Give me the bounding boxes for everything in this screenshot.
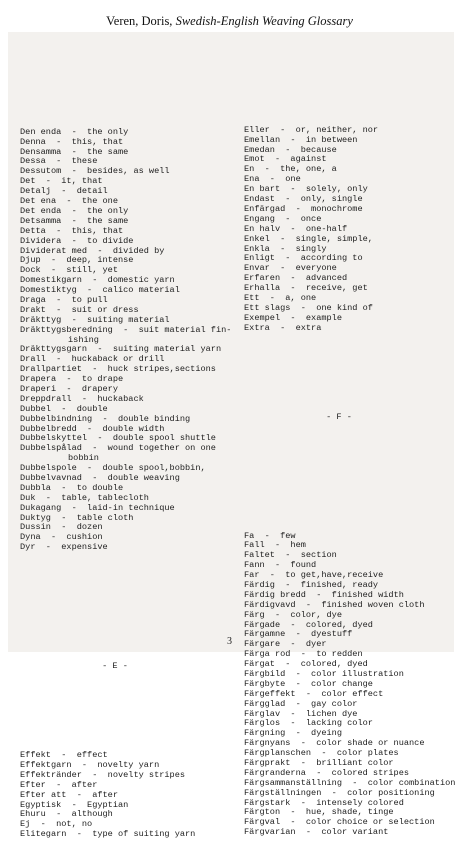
glossary-entry: Emellan - in between xyxy=(244,134,358,145)
glossary-entry: Djup - deep, intense xyxy=(20,255,134,266)
f-entries xyxy=(244,532,455,839)
glossary-entry: Dräkttyg - suiting material xyxy=(20,314,170,325)
glossary-entry: Drall - huckaback or drill xyxy=(20,354,165,365)
glossary-entry: Enfärgad - monochrome xyxy=(244,203,363,214)
glossary-entry: Färgeffekt - color effect xyxy=(244,688,384,699)
glossary-entry: Dividera - to divide xyxy=(20,235,134,246)
glossary-entry: Erfaren - advanced xyxy=(244,273,348,284)
glossary-entry: Dussin - dozen xyxy=(20,522,103,533)
glossary-entry: Enkel - single, simple, xyxy=(244,233,373,244)
glossary-entry: Färgprakt - brilliant color xyxy=(244,758,394,769)
scanned-page xyxy=(8,32,456,840)
glossary-entry: Färgvarian - color variant xyxy=(244,827,389,838)
glossary-entry: Färgstark - intensely colored xyxy=(244,797,404,808)
glossary-entry: Färgglad - gay color xyxy=(244,698,358,709)
glossary-entry: Domestiktyg - calico material xyxy=(20,285,180,296)
glossary-entry: Färga rod - to redden xyxy=(244,649,363,660)
glossary-entry: Dubbla - to double xyxy=(20,482,124,493)
glossary-entry: Färglav - lichen dye xyxy=(244,708,358,719)
glossary-entry: Eller - or, neither, nor xyxy=(244,124,379,135)
glossary-entry: Domestikgarn - domestic yarn xyxy=(20,275,175,286)
glossary-entry: Färgplanschen - color plates xyxy=(244,748,399,759)
glossary-entry: ishing xyxy=(68,334,99,345)
glossary-entry: Färgamne - dyestuff xyxy=(244,629,353,640)
right-column xyxy=(244,106,455,858)
glossary-entry: Efter att - after xyxy=(20,789,118,800)
glossary-entry: Ena - one xyxy=(244,174,301,185)
glossary-entry: Densamma - the same xyxy=(20,146,129,157)
glossary-entry: Emot - against xyxy=(244,154,327,165)
glossary-entry: Emedan - because xyxy=(244,144,337,155)
glossary-entry: Dyna - cushion xyxy=(20,532,103,543)
glossary-entry: Draga - to pull xyxy=(20,294,108,305)
glossary-entry: Dyr - expensive xyxy=(20,542,108,553)
left-column xyxy=(20,108,231,860)
glossary-entry: Erhalla - receive, get xyxy=(244,283,368,294)
glossary-entry: Färgställningen - color positioning xyxy=(244,787,435,798)
glossary-entry: Draperi - drapery xyxy=(20,383,118,394)
glossary-entry: Egyptisk - Egyptian xyxy=(20,799,129,810)
glossary-entry: Det - it, that xyxy=(20,176,103,187)
glossary-entry: En halv - one-half xyxy=(244,223,348,234)
glossary-entry: Dubbelvavnad - double weaving xyxy=(20,472,180,483)
section-heading-f: - F - xyxy=(326,411,352,422)
glossary-entry: Färgbild - color illustration xyxy=(244,669,404,680)
glossary-entry: Fall - hem xyxy=(244,540,306,551)
glossary-entry: Effektgarn - novelty yarn xyxy=(20,760,160,771)
glossary-entry: Enkla - singly xyxy=(244,243,327,254)
glossary-entry: Färgval - color choice or selection xyxy=(244,817,435,828)
glossary-entry: Färgare - dyer xyxy=(244,639,327,650)
glossary-entry: Extra - extra xyxy=(244,322,322,333)
glossary-entry: Ej - not, no xyxy=(20,819,93,830)
glossary-entry: Elitegarn - type of suiting yarn xyxy=(20,829,196,840)
glossary-entry: Ehuru - although xyxy=(20,809,113,820)
glossary-entry: Dubbelspålad - wound together on one xyxy=(20,443,216,454)
glossary-entry: Denna - this, that xyxy=(20,136,124,147)
header-author: Veren, Doris, xyxy=(106,14,176,28)
glossary-entry: Dubbel - double xyxy=(20,403,108,414)
glossary-entry: Exempel - example xyxy=(244,312,342,323)
glossary-entry: Färgton - hue, shade, tinge xyxy=(244,807,394,818)
glossary-entry: Dubbelskyttel - double spool shuttle xyxy=(20,433,216,444)
glossary-entry: Det enda - the only xyxy=(20,205,129,216)
glossary-entry: Detsamma - the same xyxy=(20,215,129,226)
section-heading-e: - E - xyxy=(102,661,128,672)
glossary-entry: Fann - found xyxy=(244,560,317,571)
glossary-entry: Färg - color, dye xyxy=(244,609,342,620)
glossary-entry: Duktyg - table cloth xyxy=(20,512,134,523)
glossary-entry: Det ena - the one xyxy=(20,196,118,207)
glossary-entry: Ett - a, one xyxy=(244,292,317,303)
glossary-entry: Dreppdrall - huckaback xyxy=(20,393,144,404)
glossary-entry: Dubbelbredd - double width xyxy=(20,423,165,434)
glossary-entry: Far - to get,have,receive xyxy=(244,570,384,581)
glossary-entry: Effekt - effect xyxy=(20,750,108,761)
glossary-entry: Färgat - colored, dyed xyxy=(244,659,368,670)
glossary-entry: Den enda - the only xyxy=(20,126,129,137)
glossary-entry: Dubbelbindning - double binding xyxy=(20,413,191,424)
glossary-entry: Dräkttygsberedning - suit material fin- xyxy=(20,324,232,335)
page-number: 3 xyxy=(227,636,232,647)
glossary-entry: Färgsammanställning - color combination xyxy=(244,777,456,788)
glossary-entry: bobbin xyxy=(68,453,99,464)
glossary-entry: Dock - still, yet xyxy=(20,265,118,276)
glossary-entry: Enligt - according to xyxy=(244,253,363,264)
glossary-entry: Drallpartiet - huck stripes,sections xyxy=(20,364,216,375)
glossary-entry: Drakt - suit or dress xyxy=(20,304,139,315)
glossary-entry: En - the, one, a xyxy=(244,164,337,175)
glossary-entry: Dessa - these xyxy=(20,156,98,167)
glossary-entry: Färdig - finished, ready xyxy=(244,580,379,590)
glossary-entry: Färgning - dyeing xyxy=(244,728,342,739)
glossary-entry: Drapera - to drape xyxy=(20,374,124,385)
glossary-entry: Engang - once xyxy=(244,213,322,224)
glossary-entry: Ett slags - one kind of xyxy=(244,302,373,313)
glossary-entry: Efter - after xyxy=(20,779,98,790)
e-entries-left xyxy=(20,751,231,840)
e-entries-right xyxy=(244,126,455,334)
glossary-entry: Envar - everyone xyxy=(244,263,337,274)
glossary-entry: Effektränder - novelty stripes xyxy=(20,769,186,780)
glossary-entry: Färgbyte - color change xyxy=(244,678,373,689)
glossary-entry: Dividerat med - divided by xyxy=(20,245,165,256)
glossary-entry: Fa - few xyxy=(244,530,296,541)
glossary-entry: Detalj - detail xyxy=(20,186,108,197)
d-entries xyxy=(20,128,231,553)
page-header xyxy=(0,14,459,29)
glossary-entry: Dessutom - besides, as well xyxy=(20,166,170,177)
glossary-entry: Dubbelspole - double spool,bobbin, xyxy=(20,463,206,474)
glossary-entry: Dukagang - laid-in technique xyxy=(20,502,175,513)
header-title: Swedish-English Weaving Glossary xyxy=(175,14,353,28)
glossary-entry: Dräkttygsgarn - suiting material yarn xyxy=(20,344,222,355)
glossary-entry: Färdig bredd - finished width xyxy=(244,589,404,600)
glossary-entry: Färglos - lacking color xyxy=(244,718,373,729)
glossary-entry: Färdigvavd - finished woven cloth xyxy=(244,599,425,610)
glossary-entry: Färgranderna - colored stripes xyxy=(244,767,410,778)
glossary-entry: En bart - solely, only xyxy=(244,184,368,195)
glossary-entry: Detta - this, that xyxy=(20,225,124,236)
glossary-entry: Duk - table, tablecloth xyxy=(20,492,149,503)
glossary-entry: Faltet - section xyxy=(244,550,337,561)
glossary-entry: Färgade - colored, dyed xyxy=(244,619,373,630)
glossary-entry: Endast - only, single xyxy=(244,194,363,205)
glossary-entry: Färgnyans - color shade or nuance xyxy=(244,738,425,749)
